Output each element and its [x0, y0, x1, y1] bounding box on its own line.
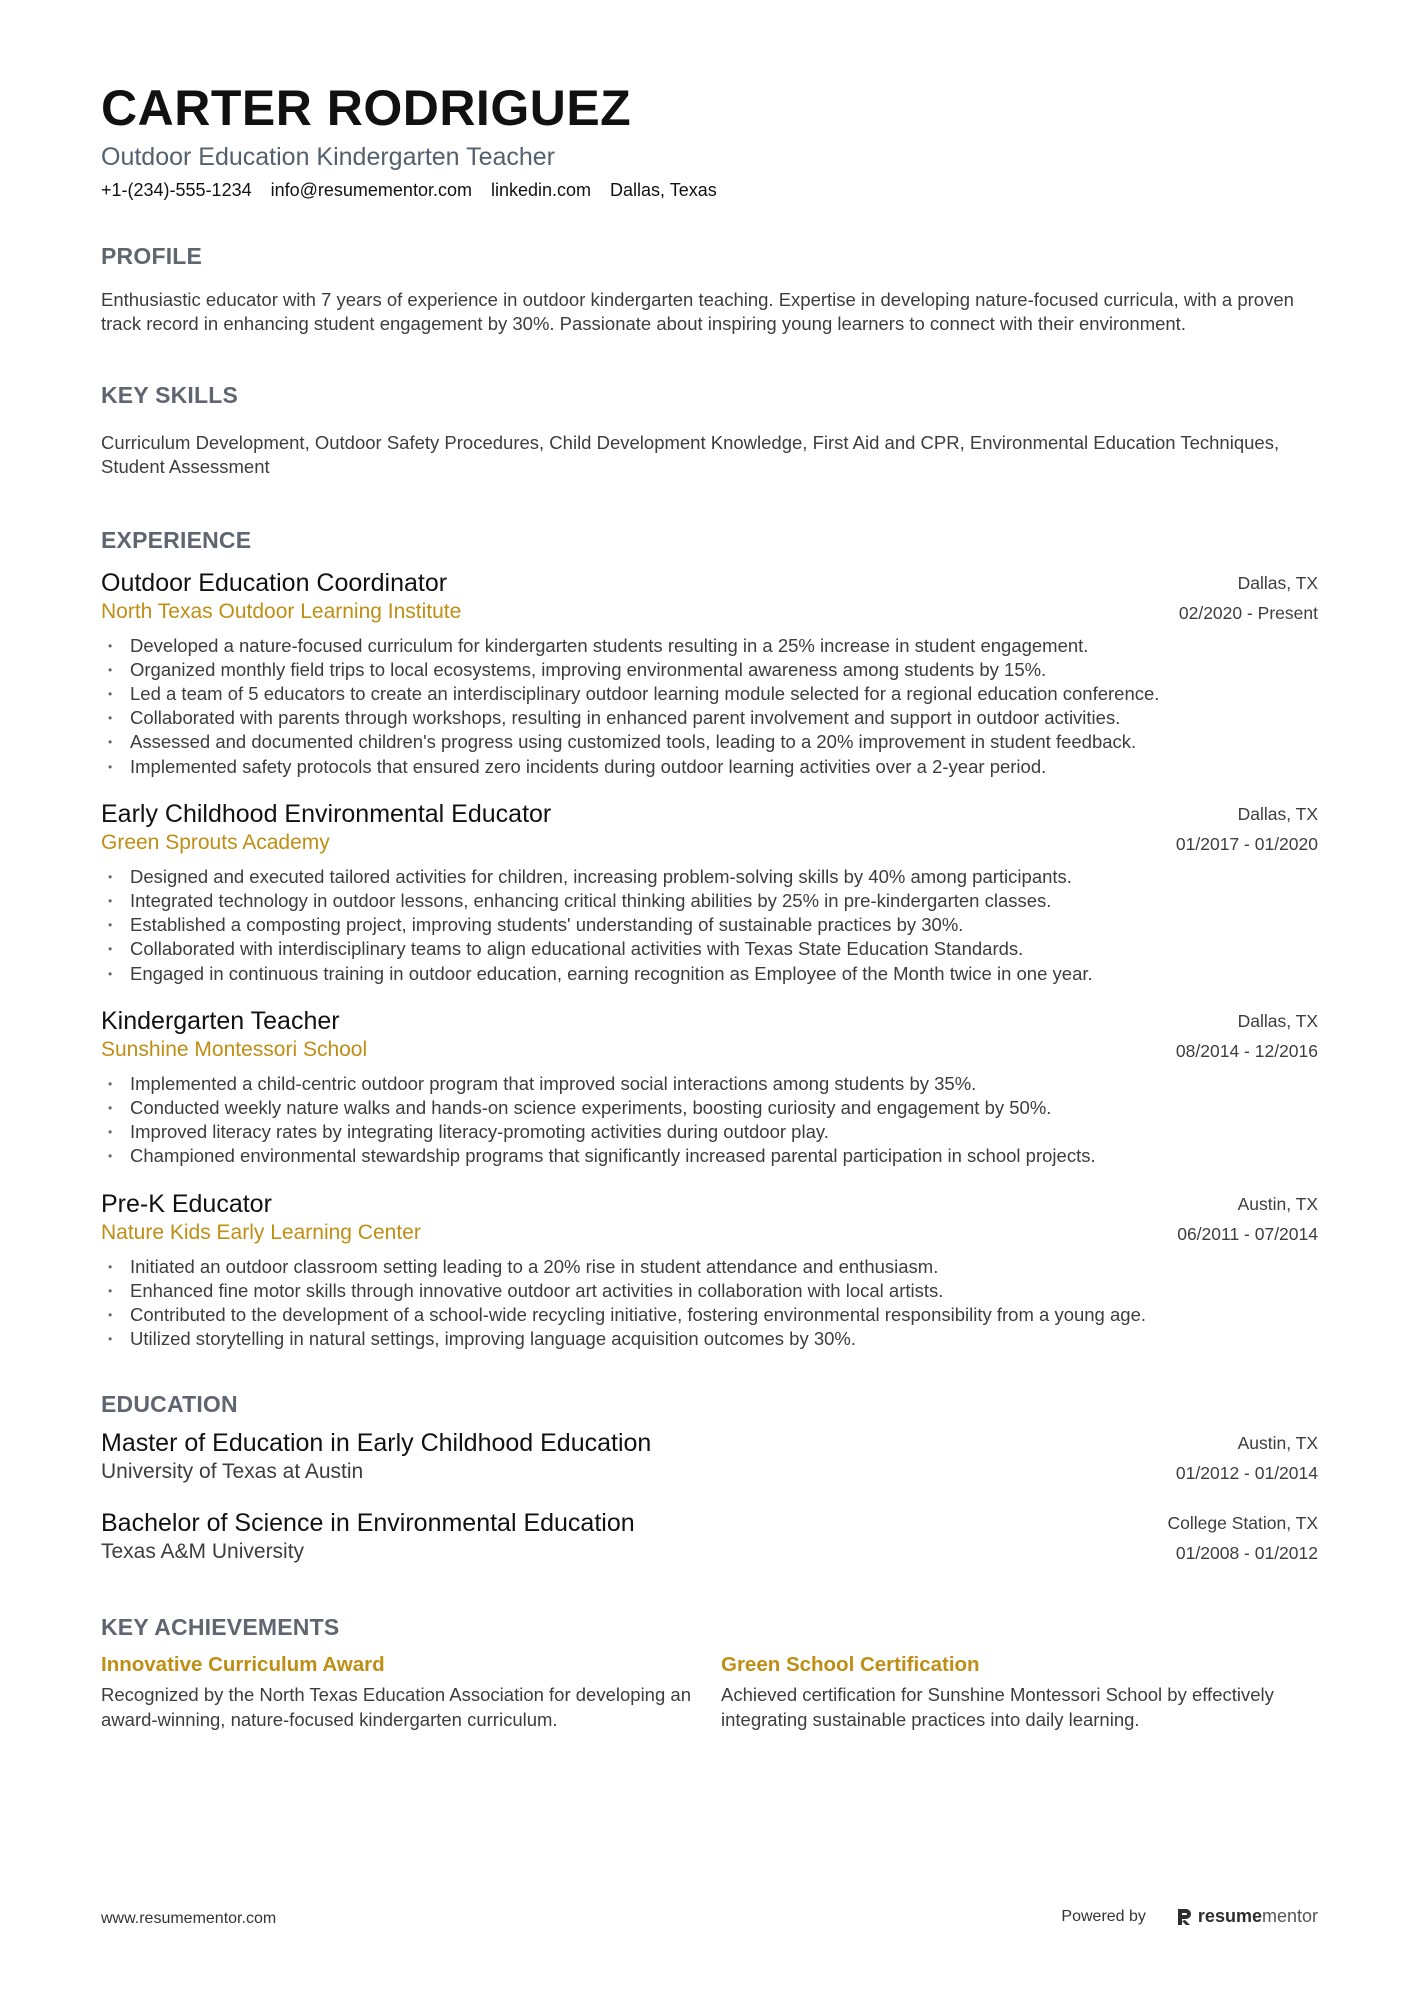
skills-heading: KEY SKILLS — [101, 381, 239, 408]
job-bullet: • Engaged in continuous training in outdoor education, earning recognition as Employee of the Month twice in one year. — [101, 962, 1318, 986]
education-meta — [1168, 1508, 1318, 1568]
job-bullet: • Utilized storytelling in natural settings, improving language acquisition outcomes by 30%. — [101, 1327, 1318, 1351]
job-heading-left — [101, 1006, 367, 1064]
job-bullet: • Organized monthly field trips to local ecosystems, improving environmental awareness among students by 15%. — [101, 658, 1318, 682]
job-bullets — [101, 1072, 1318, 1169]
job-bullet: • Established a composting project, improving students' understanding of sustainable practices by 30%. — [101, 913, 1318, 937]
job-bullet: • Implemented a child-centric outdoor program that improved social interactions among students by 35%. — [101, 1072, 1318, 1096]
achievements-section — [101, 1614, 1318, 1731]
education-location: Austin, TX — [1237, 1433, 1318, 1454]
experience-section — [101, 527, 1318, 1352]
job-location: Dallas, TX — [1237, 572, 1318, 593]
job-dates: 01/2017 - 01/2020 — [1175, 833, 1318, 854]
education-school: University of Texas at Austin — [101, 1460, 364, 1484]
education-left — [101, 1508, 635, 1566]
job-header — [101, 1189, 1318, 1249]
job-bullets — [101, 1255, 1318, 1352]
job-bullet: • Led a team of 5 educators to create an interdisciplinary outdoor learning module selected for a regional education conference. — [101, 682, 1318, 706]
achievement-item — [101, 1651, 721, 1731]
profile-section — [101, 243, 1318, 336]
job-dates: 06/2011 - 07/2014 — [1177, 1223, 1318, 1244]
job-bullet: • Assessed and documented children's progress using customized tools, leading to a 20% improvement in student feedback. — [101, 730, 1318, 754]
education-entry — [101, 1428, 1318, 1488]
job-bullet: • Improved literacy rates by integrating literacy-promoting activities during outdoor play. — [101, 1120, 1318, 1144]
job-heading-left — [101, 799, 551, 857]
job-header — [101, 1006, 1318, 1066]
brand-name-bold: resume — [1197, 1906, 1262, 1926]
resumementor-logo-icon — [1176, 1907, 1192, 1927]
job-bullets — [101, 865, 1318, 986]
education-list — [101, 1428, 1318, 1568]
achievement-item — [721, 1651, 1318, 1731]
job-bullet: • Collaborated with parents through workshops, resulting in enhanced parent involvement and support in outdoor activities. — [101, 706, 1318, 730]
education-school: Texas A&M University — [101, 1540, 305, 1564]
contact-phone[interactable]: +1-(234)-555-1234 — [101, 179, 252, 200]
footer-website[interactable]: www.resumementor.com — [101, 1910, 277, 1927]
job-header — [101, 799, 1318, 859]
job-dates: 08/2014 - 12/2016 — [1175, 1040, 1318, 1061]
candidate-title: Outdoor Education Kindergarten Teacher — [101, 142, 556, 171]
job-entry — [101, 799, 1318, 986]
skills-section — [101, 382, 1318, 479]
job-organization: North Texas Outdoor Learning Institute — [101, 599, 462, 623]
job-location: Dallas, TX — [1237, 803, 1318, 824]
job-location: Dallas, TX — [1237, 1010, 1318, 1031]
job-header — [101, 568, 1318, 628]
candidate-name: CARTER RODRIGUEZ — [101, 80, 632, 136]
job-meta — [1179, 568, 1318, 628]
job-organization: Sunshine Montessori School — [101, 1037, 368, 1061]
contact-linkedin[interactable]: linkedin.com — [490, 179, 592, 200]
contact-info — [101, 180, 1318, 201]
education-degree: Bachelor of Science in Environmental Education — [101, 1509, 635, 1538]
job-bullet: • Enhanced fine motor skills through innovative outdoor art activities in collaboration with local artists. — [101, 1279, 1318, 1303]
education-dates: 01/2008 - 01/2012 — [1175, 1543, 1318, 1564]
job-dates: 02/2020 - Present — [1178, 602, 1318, 623]
job-meta — [1176, 799, 1318, 859]
job-heading-left — [101, 1189, 421, 1247]
education-location: College Station, TX — [1167, 1513, 1318, 1534]
skills-text: Curriculum Development, Outdoor Safety Procedures, Child Development Knowledge, First Aid and CPR, Environmental Education Techniques, Student Assessment — [101, 431, 1280, 477]
job-entry — [101, 1006, 1318, 1169]
achievement-title: Innovative Curriculum Award — [101, 1653, 385, 1677]
footer-branding — [1061, 1906, 1318, 1927]
job-bullet: • Championed environmental stewardship programs that significantly increased parental participation in school projects. — [101, 1144, 1318, 1168]
profile-text: Enthusiastic educator with 7 years of experience in outdoor kindergarten teaching. Expertise in developing nature-focused curricula, with a proven track record in enhancing student engagement by 30%. Passionate about inspiring young learners to connect with their environment. — [101, 288, 1294, 334]
job-bullets — [101, 634, 1318, 779]
experience-heading: EXPERIENCE — [101, 526, 252, 553]
job-entry — [101, 1189, 1318, 1352]
education-degree: Master of Education in Early Childhood Education — [101, 1429, 652, 1458]
job-organization: Green Sprouts Academy — [101, 830, 330, 854]
contact-email[interactable]: info@resumementor.com — [270, 179, 472, 200]
job-bullet: • Designed and executed tailored activities for children, increasing problem-solving skills by 40% among participants. — [101, 865, 1318, 889]
job-title: Pre-K Educator — [101, 1189, 272, 1218]
job-bullet: • Implemented safety protocols that ensured zero incidents during outdoor learning activities over a 2-year period. — [101, 755, 1318, 779]
powered-by-label: Powered by — [1061, 1907, 1146, 1925]
achievements-grid — [101, 1651, 1318, 1731]
brand-name-light: mentor — [1261, 1906, 1318, 1926]
contact-location: Dallas, Texas — [610, 179, 717, 200]
job-title: Outdoor Education Coordinator — [101, 568, 448, 597]
job-location: Austin, TX — [1237, 1193, 1318, 1214]
job-title: Kindergarten Teacher — [101, 1006, 340, 1035]
achievement-description: Achieved certification for Sunshine Montessori School by effectively integrating sustainable practices into daily learning. — [721, 1684, 1274, 1730]
achievement-description: Recognized by the North Texas Education Association for developing an award-winning, nature-focused kindergarten curriculum. — [101, 1684, 691, 1730]
job-title: Early Childhood Environmental Educator — [101, 799, 552, 828]
job-list — [101, 568, 1318, 1352]
education-left — [101, 1428, 651, 1486]
job-bullet: • Conducted weekly nature walks and hands-on science experiments, boosting curiosity and engagement by 50%. — [101, 1096, 1318, 1120]
job-meta — [1176, 1006, 1318, 1066]
education-meta — [1176, 1428, 1318, 1488]
job-heading-left — [101, 568, 461, 626]
job-bullet: • Developed a nature-focused curriculum for kindergarten students resulting in a 25% increase in student engagement. — [101, 634, 1318, 658]
profile-heading: PROFILE — [101, 242, 203, 269]
job-bullet: • Contributed to the development of a school-wide recycling initiative, fostering environmental responsibility from a young age. — [101, 1303, 1318, 1327]
job-bullet: • Integrated technology in outdoor lessons, enhancing critical thinking abilities by 25% in pre-kindergarten classes. — [101, 889, 1318, 913]
resume-header — [101, 80, 1318, 201]
job-bullet: • Initiated an outdoor classroom setting leading to a 20% rise in student attendance and enthusiasm. — [101, 1255, 1318, 1279]
achievement-title: Green School Certification — [721, 1653, 980, 1677]
resume-content — [101, 80, 1318, 1732]
achievements-heading: KEY ACHIEVEMENTS — [101, 1614, 340, 1641]
education-heading: EDUCATION — [101, 1391, 238, 1418]
education-section — [101, 1391, 1318, 1568]
job-entry — [101, 568, 1318, 779]
job-meta — [1177, 1189, 1318, 1249]
job-bullet: • Collaborated with interdisciplinary teams to align educational activities with Texas State Education Standards. — [101, 937, 1318, 961]
education-entry — [101, 1508, 1318, 1568]
resumementor-logo[interactable] — [1176, 1906, 1318, 1927]
education-dates: 01/2012 - 01/2014 — [1175, 1463, 1318, 1484]
job-organization: Nature Kids Early Learning Center — [101, 1220, 421, 1244]
